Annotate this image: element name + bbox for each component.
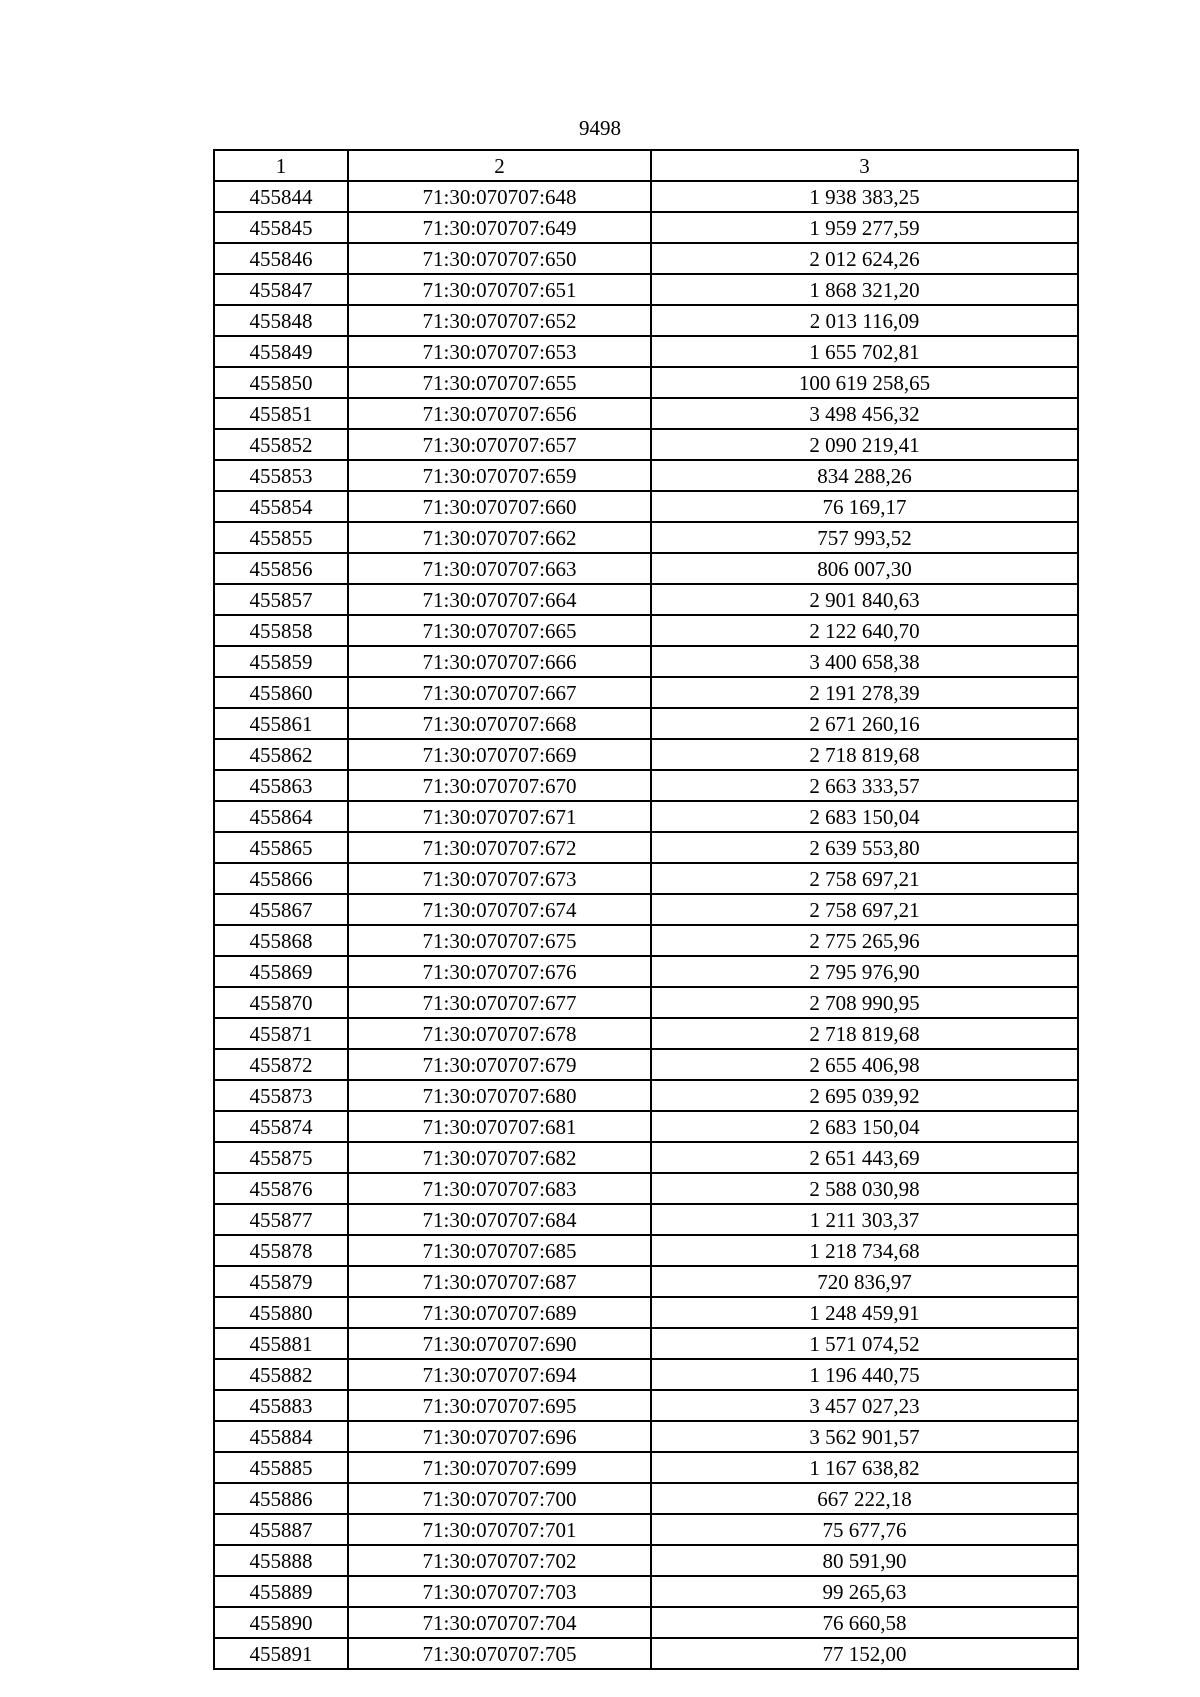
cadastral-number-cell: 71:30:070707:671 (348, 801, 651, 832)
header-row (214, 150, 1078, 181)
cadastral-number-cell: 71:30:070707:673 (348, 863, 651, 894)
table-row (214, 1483, 1078, 1514)
table-row (214, 460, 1078, 491)
table-row (214, 739, 1078, 770)
value-cell: 2 758 697,21 (651, 894, 1078, 925)
cadastral-number-cell: 71:30:070707:702 (348, 1545, 651, 1576)
cadastral-number-cell: 71:30:070707:669 (348, 739, 651, 770)
table-row (214, 305, 1078, 336)
cadastral-number-cell: 71:30:070707:701 (348, 1514, 651, 1545)
table-row (214, 956, 1078, 987)
value-cell: 1 167 638,82 (651, 1452, 1078, 1483)
table-row (214, 1173, 1078, 1204)
cadastral-number-cell: 71:30:070707:670 (348, 770, 651, 801)
column-header-3: 3 (651, 150, 1078, 181)
row-number-cell: 455856 (214, 553, 348, 584)
row-number-cell: 455853 (214, 460, 348, 491)
value-cell: 2 901 840,63 (651, 584, 1078, 615)
table-row (214, 894, 1078, 925)
table-row (214, 553, 1078, 584)
value-cell: 806 007,30 (651, 553, 1078, 584)
table-row (214, 1421, 1078, 1452)
value-cell: 2 795 976,90 (651, 956, 1078, 987)
value-cell: 3 498 456,32 (651, 398, 1078, 429)
value-cell: 2 683 150,04 (651, 1111, 1078, 1142)
row-number-cell: 455868 (214, 925, 348, 956)
value-cell: 2 775 265,96 (651, 925, 1078, 956)
value-cell: 1 211 303,37 (651, 1204, 1078, 1235)
value-cell: 2 012 624,26 (651, 243, 1078, 274)
cadastral-number-cell: 71:30:070707:696 (348, 1421, 651, 1452)
cadastral-number-cell: 71:30:070707:650 (348, 243, 651, 274)
cadastral-number-cell: 71:30:070707:699 (348, 1452, 651, 1483)
row-number-cell: 455850 (214, 367, 348, 398)
page-number: 9498 (579, 116, 621, 140)
cadastral-number-cell: 71:30:070707:705 (348, 1638, 651, 1669)
row-number-cell: 455869 (214, 956, 348, 987)
row-number-cell: 455882 (214, 1359, 348, 1390)
cadastral-number-cell: 71:30:070707:694 (348, 1359, 651, 1390)
row-number-cell: 455862 (214, 739, 348, 770)
value-cell: 1 938 383,25 (651, 181, 1078, 212)
value-cell: 1 196 440,75 (651, 1359, 1078, 1390)
row-number-cell: 455878 (214, 1235, 348, 1266)
table-row (214, 1235, 1078, 1266)
row-number-cell: 455883 (214, 1390, 348, 1421)
column-header-1: 1 (214, 150, 348, 181)
table-row (214, 770, 1078, 801)
value-cell: 2 090 219,41 (651, 429, 1078, 460)
row-number-cell: 455867 (214, 894, 348, 925)
cadastral-number-cell: 71:30:070707:681 (348, 1111, 651, 1142)
value-cell: 1 571 074,52 (651, 1328, 1078, 1359)
row-number-cell: 455845 (214, 212, 348, 243)
cadastral-number-cell: 71:30:070707:700 (348, 1483, 651, 1514)
table-row (214, 584, 1078, 615)
table-row (214, 429, 1078, 460)
value-cell: 2 695 039,92 (651, 1080, 1078, 1111)
table-row (214, 1390, 1078, 1421)
value-cell: 667 222,18 (651, 1483, 1078, 1514)
value-cell: 2 758 697,21 (651, 863, 1078, 894)
row-number-cell: 455854 (214, 491, 348, 522)
cadastral-number-cell: 71:30:070707:655 (348, 367, 651, 398)
table-row (214, 646, 1078, 677)
cadastral-number-cell: 71:30:070707:695 (348, 1390, 651, 1421)
table-row (214, 243, 1078, 274)
row-number-cell: 455891 (214, 1638, 348, 1669)
cadastral-number-cell: 71:30:070707:668 (348, 708, 651, 739)
cadastral-number-cell: 71:30:070707:662 (348, 522, 651, 553)
table-header (214, 150, 1078, 181)
cadastral-number-cell: 71:30:070707:651 (348, 274, 651, 305)
table-row (214, 491, 1078, 522)
value-cell: 834 288,26 (651, 460, 1078, 491)
table-row (214, 1576, 1078, 1607)
cadastral-number-cell: 71:30:070707:660 (348, 491, 651, 522)
value-cell: 2 588 030,98 (651, 1173, 1078, 1204)
value-cell: 2 191 278,39 (651, 677, 1078, 708)
cadastral-number-cell: 71:30:070707:683 (348, 1173, 651, 1204)
row-number-cell: 455875 (214, 1142, 348, 1173)
row-number-cell: 455864 (214, 801, 348, 832)
table-row (214, 1018, 1078, 1049)
row-number-cell: 455863 (214, 770, 348, 801)
table-body (214, 181, 1078, 1669)
row-number-cell: 455889 (214, 1576, 348, 1607)
row-number-cell: 455877 (214, 1204, 348, 1235)
table-row (214, 832, 1078, 863)
row-number-cell: 455890 (214, 1607, 348, 1638)
table-row (214, 1328, 1078, 1359)
value-cell: 2 671 260,16 (651, 708, 1078, 739)
cadastral-number-cell: 71:30:070707:672 (348, 832, 651, 863)
row-number-cell: 455884 (214, 1421, 348, 1452)
table-row (214, 1638, 1078, 1669)
table-row (214, 801, 1078, 832)
cadastral-number-cell: 71:30:070707:665 (348, 615, 651, 646)
value-cell: 2 122 640,70 (651, 615, 1078, 646)
table-row (214, 1111, 1078, 1142)
column-header-2: 2 (348, 150, 651, 181)
table-row (214, 1359, 1078, 1390)
table-row (214, 336, 1078, 367)
table-row (214, 677, 1078, 708)
value-cell: 75 677,76 (651, 1514, 1078, 1545)
cadastral-number-cell: 71:30:070707:685 (348, 1235, 651, 1266)
table-row (214, 1452, 1078, 1483)
row-number-cell: 455872 (214, 1049, 348, 1080)
table-row (214, 522, 1078, 553)
cadastral-number-cell: 71:30:070707:704 (348, 1607, 651, 1638)
value-cell: 3 562 901,57 (651, 1421, 1078, 1452)
row-number-cell: 455865 (214, 832, 348, 863)
value-cell: 100 619 258,65 (651, 367, 1078, 398)
cadastral-number-cell: 71:30:070707:684 (348, 1204, 651, 1235)
row-number-cell: 455849 (214, 336, 348, 367)
value-cell: 1 868 321,20 (651, 274, 1078, 305)
registry-table (213, 149, 1079, 1670)
cadastral-number-cell: 71:30:070707:682 (348, 1142, 651, 1173)
table-row (214, 398, 1078, 429)
table-row (214, 1545, 1078, 1576)
cadastral-number-cell: 71:30:070707:680 (348, 1080, 651, 1111)
table-row (214, 1204, 1078, 1235)
table-row (214, 1607, 1078, 1638)
value-cell: 2 718 819,68 (651, 1018, 1078, 1049)
value-cell: 720 836,97 (651, 1266, 1078, 1297)
cadastral-number-cell: 71:30:070707:664 (348, 584, 651, 615)
row-number-cell: 455874 (214, 1111, 348, 1142)
cadastral-number-cell: 71:30:070707:656 (348, 398, 651, 429)
value-cell: 3 457 027,23 (651, 1390, 1078, 1421)
row-number-cell: 455861 (214, 708, 348, 739)
table-row (214, 1266, 1078, 1297)
row-number-cell: 455870 (214, 987, 348, 1018)
cadastral-number-cell: 71:30:070707:657 (348, 429, 651, 460)
row-number-cell: 455855 (214, 522, 348, 553)
table-row (214, 367, 1078, 398)
value-cell: 2 651 443,69 (651, 1142, 1078, 1173)
value-cell: 757 993,52 (651, 522, 1078, 553)
row-number-cell: 455881 (214, 1328, 348, 1359)
table-row (214, 863, 1078, 894)
row-number-cell: 455887 (214, 1514, 348, 1545)
cadastral-number-cell: 71:30:070707:687 (348, 1266, 651, 1297)
value-cell: 76 169,17 (651, 491, 1078, 522)
cadastral-number-cell: 71:30:070707:677 (348, 987, 651, 1018)
cadastral-number-cell: 71:30:070707:678 (348, 1018, 651, 1049)
value-cell: 99 265,63 (651, 1576, 1078, 1607)
cadastral-number-cell: 71:30:070707:649 (348, 212, 651, 243)
cadastral-number-cell: 71:30:070707:703 (348, 1576, 651, 1607)
value-cell: 2 639 553,80 (651, 832, 1078, 863)
cadastral-number-cell: 71:30:070707:648 (348, 181, 651, 212)
value-cell: 76 660,58 (651, 1607, 1078, 1638)
value-cell: 2 663 333,57 (651, 770, 1078, 801)
table-row (214, 212, 1078, 243)
row-number-cell: 455844 (214, 181, 348, 212)
table-row (214, 1297, 1078, 1328)
table-row (214, 1142, 1078, 1173)
value-cell: 3 400 658,38 (651, 646, 1078, 677)
value-cell: 1 218 734,68 (651, 1235, 1078, 1266)
table-row (214, 1514, 1078, 1545)
row-number-cell: 455857 (214, 584, 348, 615)
row-number-cell: 455885 (214, 1452, 348, 1483)
cadastral-number-cell: 71:30:070707:689 (348, 1297, 651, 1328)
value-cell: 77 152,00 (651, 1638, 1078, 1669)
row-number-cell: 455859 (214, 646, 348, 677)
value-cell: 2 683 150,04 (651, 801, 1078, 832)
cadastral-number-cell: 71:30:070707:653 (348, 336, 651, 367)
cadastral-number-cell: 71:30:070707:674 (348, 894, 651, 925)
row-number-cell: 455886 (214, 1483, 348, 1514)
value-cell: 2 655 406,98 (651, 1049, 1078, 1080)
value-cell: 1 655 702,81 (651, 336, 1078, 367)
row-number-cell: 455851 (214, 398, 348, 429)
value-cell: 2 013 116,09 (651, 305, 1078, 336)
row-number-cell: 455871 (214, 1018, 348, 1049)
table-row (214, 987, 1078, 1018)
cadastral-number-cell: 71:30:070707:679 (348, 1049, 651, 1080)
value-cell: 2 708 990,95 (651, 987, 1078, 1018)
table-row (214, 274, 1078, 305)
table-row (214, 615, 1078, 646)
value-cell: 1 959 277,59 (651, 212, 1078, 243)
table-row (214, 1049, 1078, 1080)
cadastral-number-cell: 71:30:070707:663 (348, 553, 651, 584)
table-row (214, 925, 1078, 956)
value-cell: 2 718 819,68 (651, 739, 1078, 770)
cadastral-number-cell: 71:30:070707:676 (348, 956, 651, 987)
row-number-cell: 455873 (214, 1080, 348, 1111)
row-number-cell: 455848 (214, 305, 348, 336)
table-row (214, 1080, 1078, 1111)
row-number-cell: 455858 (214, 615, 348, 646)
value-cell: 1 248 459,91 (651, 1297, 1078, 1328)
cadastral-number-cell: 71:30:070707:652 (348, 305, 651, 336)
row-number-cell: 455866 (214, 863, 348, 894)
row-number-cell: 455860 (214, 677, 348, 708)
row-number-cell: 455876 (214, 1173, 348, 1204)
cadastral-number-cell: 71:30:070707:667 (348, 677, 651, 708)
row-number-cell: 455888 (214, 1545, 348, 1576)
row-number-cell: 455846 (214, 243, 348, 274)
cadastral-number-cell: 71:30:070707:690 (348, 1328, 651, 1359)
value-cell: 80 591,90 (651, 1545, 1078, 1576)
cadastral-number-cell: 71:30:070707:675 (348, 925, 651, 956)
table-row (214, 181, 1078, 212)
row-number-cell: 455852 (214, 429, 348, 460)
row-number-cell: 455847 (214, 274, 348, 305)
cadastral-number-cell: 71:30:070707:666 (348, 646, 651, 677)
table-row (214, 708, 1078, 739)
row-number-cell: 455879 (214, 1266, 348, 1297)
cadastral-number-cell: 71:30:070707:659 (348, 460, 651, 491)
row-number-cell: 455880 (214, 1297, 348, 1328)
